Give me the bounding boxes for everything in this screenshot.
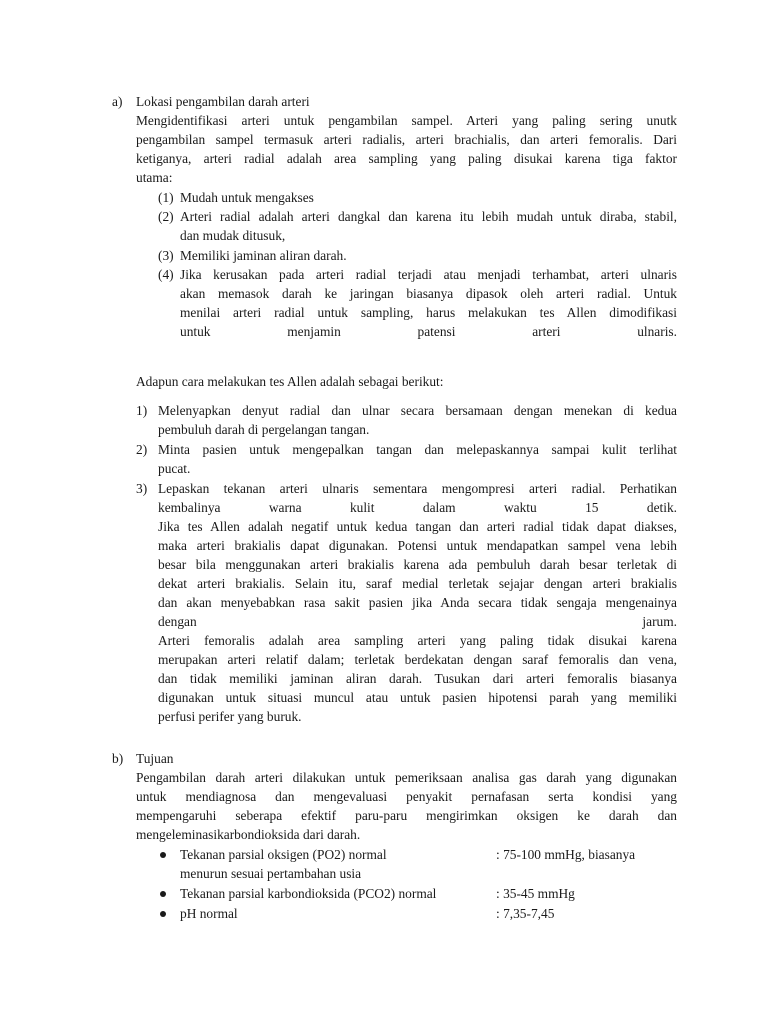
step-marker: 3) — [136, 481, 148, 496]
bullet-icon — [160, 911, 166, 917]
paragraph-line: utama: — [136, 170, 173, 185]
section-a-marker: a) — [112, 94, 123, 109]
factor-text: dan mudak ditusuk, — [180, 228, 286, 243]
factor-marker: (3) — [158, 248, 174, 263]
step-text: besar bila menggunakan arteri brakialis karena ada pembuluh darah besar terletak di — [158, 557, 677, 572]
paragraph-line: Pengambilan darah arteri dilakukan untuk pemeriksaan analisa gas darah yang digunakan — [136, 770, 677, 785]
factor-text: untuk menjamin patensi arteri ulnaris. — [180, 324, 677, 339]
step-text: pucat. — [158, 461, 191, 476]
section-b-heading: Tujuan — [136, 751, 174, 766]
step-text: Lepaskan tekanan arteri ulnaris sementara mengompresi arteri radial. Perhatikan — [158, 481, 677, 496]
factor-text: Arteri radial adalah arteri dangkal dan karena itu lebih mudah untuk diraba, stabil, — [180, 209, 677, 224]
factor-marker: (1) — [158, 190, 174, 205]
normal-value-label: pH normal — [180, 906, 238, 921]
paragraph-line: mempengaruhi seberapa efektif paru-paru mengirimkan oksigen ke darah dan — [136, 808, 677, 823]
allen-intro: Adapun cara melakukan tes Allen adalah sebagai berikut: — [136, 374, 444, 389]
factor-text: Jika kerusakan pada arteri radial terjadi atau menjadi terhambat, arteri ulnaris — [180, 267, 677, 282]
factor-marker: (2) — [158, 209, 174, 224]
normal-value-label: Tekanan parsial oksigen (PO2) normal — [180, 847, 387, 862]
bullet-icon — [160, 852, 166, 858]
step-text: pembuluh darah di pergelangan tangan. — [158, 422, 370, 437]
normal-value-label: Tekanan parsial karbondioksida (PCO2) normal — [180, 886, 437, 901]
step-text: maka arteri brakialis dapat digunakan. Potensi untuk mendapatkan sampel vena lebih — [158, 538, 677, 553]
paragraph-line: mengeleminasikarbondioksida dari darah. — [136, 827, 361, 842]
factor-text: akan memasok darah ke jaringan biasanya dipasok oleh arteri radial. Untuk — [180, 286, 677, 301]
step-text: dan tidak memiliki jaminan aliran darah. Tusukan dari arteri femoralis biasanya — [158, 671, 677, 686]
step-text: Jika tes Allen adalah negatif untuk kedua tangan dan arteri radial tidak dapat diakses, — [158, 519, 677, 534]
step-marker: 2) — [136, 442, 148, 457]
section-a-heading: Lokasi pengambilan darah arteri — [136, 94, 310, 109]
normal-value: : 35-45 mmHg — [496, 886, 575, 901]
step-text: kembalinya warna kulit dalam waktu 15 detik. — [158, 500, 677, 515]
step-text: Minta pasien untuk mengepalkan tangan dan melepaskannya sampai kulit terlihat — [158, 442, 677, 457]
paragraph-line: Mengidentifikasi arteri untuk pengambilan sampel. Arteri yang paling sering unutk — [136, 113, 677, 128]
factor-text: Memiliki jaminan aliran darah. — [180, 248, 347, 263]
step-text: perfusi perifer yang buruk. — [158, 709, 302, 724]
step-text: digunakan untuk situasi muncul atau untuk pasien hipotensi parah yang memiliki — [158, 690, 677, 705]
factor-text: Mudah untuk mengakses — [180, 190, 314, 205]
paragraph-line: pengambilan sampel termasuk arteri radialis, arteri brachialis, dan arteri femoralis. Dari — [136, 132, 677, 147]
factor-text: menilai arteri radial untuk sampling, harus melakukan tes Allen dimodifikasi — [180, 305, 677, 320]
step-text: dengan jarum. — [158, 614, 677, 629]
paragraph-line: ketiganya, arteri radial adalah area sampling yang paling disukai karena tiga faktor — [136, 151, 677, 166]
step-text: Melenyapkan denyut radial dan ulnar secara bersamaan dengan menekan di kedua — [158, 403, 677, 418]
normal-value: : 75-100 mmHg, biasanya — [496, 847, 636, 862]
step-text: dan akan menyebabkan rasa sakit pasien jika Anda secara tidak sengaja mengenainya — [158, 595, 677, 610]
step-text: Arteri femoralis adalah area sampling arteri yang paling tidak disukai karena — [158, 633, 677, 648]
bullet-icon — [160, 891, 166, 897]
step-text: dekat arteri brakialis. Selain itu, saraf medial terletak sejajar dengan arteri brakialis — [158, 576, 677, 591]
factor-marker: (4) — [158, 267, 174, 282]
paragraph-line: untuk mendiagnosa dan mengevaluasi penyakit pernafasan serta kondisi yang — [136, 789, 677, 804]
normal-value-continuation: menurun sesuai pertambahan usia — [180, 866, 362, 881]
step-marker: 1) — [136, 403, 148, 418]
section-b-marker: b) — [112, 751, 124, 766]
normal-value: : 7,35-7,45 — [496, 906, 555, 921]
step-text: merupakan arteri relatif dalam; terletak berdekatan dengan saraf femoralis dan vena, — [158, 652, 677, 667]
